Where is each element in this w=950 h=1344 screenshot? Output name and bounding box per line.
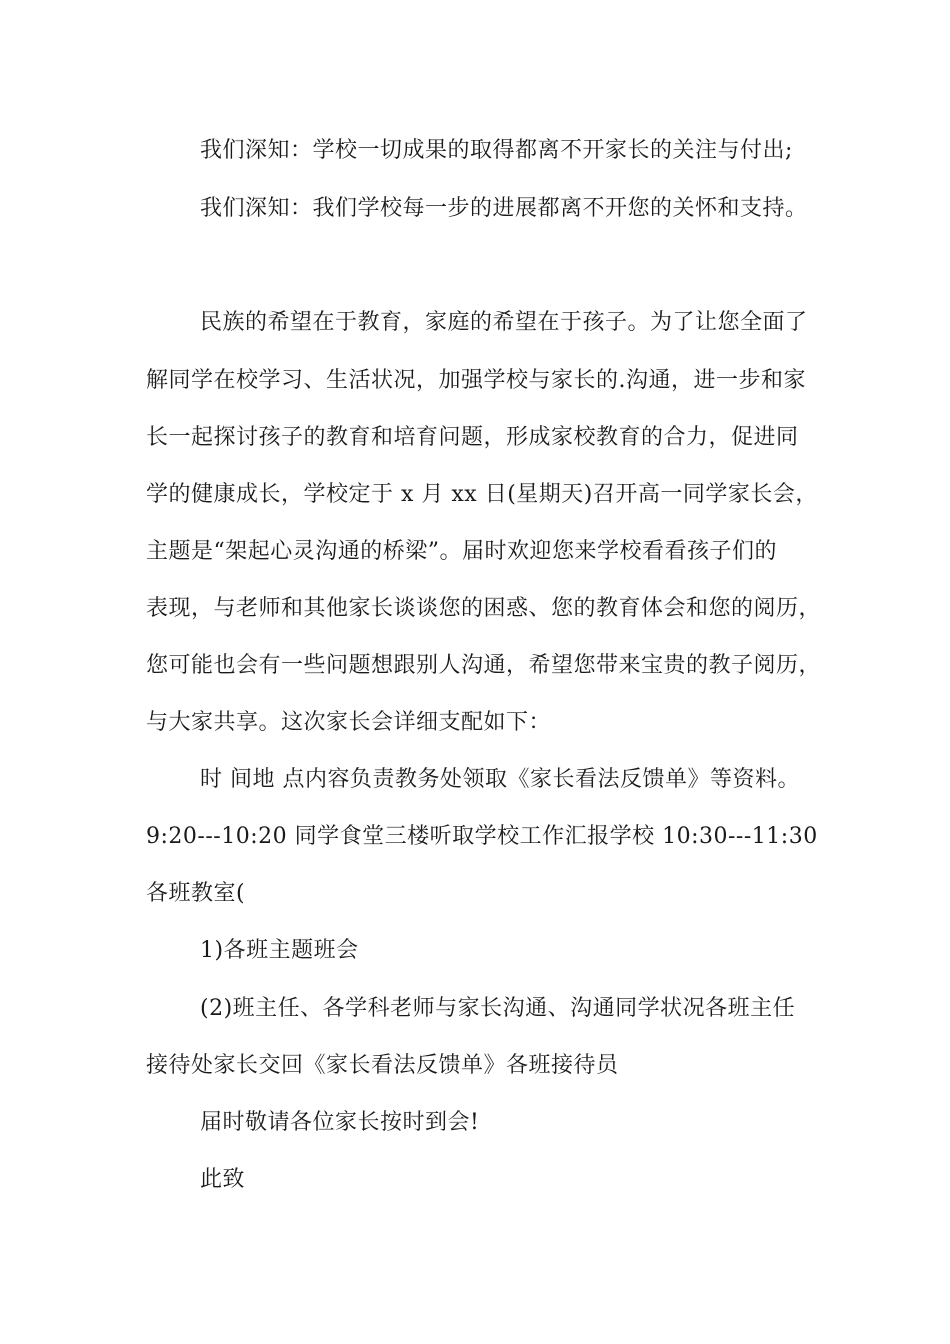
paragraph-line: 您可能也会有一些问题想跟别人沟通，希望您带来宝贵的教子阅历，: [146, 653, 822, 678]
paragraph-line: 长一起探讨孩子的教育和培育问题，形成家校教育的合力，促进同: [146, 425, 799, 450]
paragraph-line: 各班教室(: [146, 881, 246, 906]
paragraph-line: 表现，与老师和其他家长谈谈您的困惑、您的教育体会和您的阅历，: [146, 596, 822, 621]
paragraph-line: 民族的希望在于教育，家庭的希望在于孩子。为了让您全面了: [200, 310, 808, 335]
paragraph-line: 此致: [200, 1167, 246, 1192]
paragraph-line: 9:20---10:20 同学食堂三楼听取学校工作汇报学校 10:30---11:30: [146, 824, 818, 849]
paragraph-line: 1)各班主题班会: [200, 938, 359, 963]
paragraph-line: 接待处家长交回《家长看法反馈单》各班接待员: [146, 1053, 619, 1078]
paragraph-line: 我们深知：学校一切成果的取得都离不开家长的关注与付出;: [200, 138, 793, 163]
paragraph-line: 学的健康成长，学校定于 x 月 xx 日(星期天)召开高一同学家长会，: [146, 482, 818, 507]
paragraph-line: 届时敬请各位家长按时到会!: [200, 1110, 480, 1135]
paragraph-line: 解同学在校学习、生活状况，加强学校与家长的.沟通，进一步和家: [146, 368, 806, 393]
paragraph-line: 与大家共享。这次家长会详细支配如下：: [146, 710, 552, 735]
paragraph-line: 我们深知：我们学校每一步的进展都离不开您的关怀和支持。: [200, 196, 808, 221]
paragraph-line: (2)班主任、各学科老师与家长沟通、沟通同学状况各班主任: [200, 996, 796, 1021]
paragraph-line: 时 间地 点内容负责教务处领取《家长看法反馈单》等资料。: [200, 767, 800, 792]
paragraph-line: 主题是“架起心灵沟通的桥梁”。届时欢迎您来学校看看孩子们的: [146, 539, 777, 564]
